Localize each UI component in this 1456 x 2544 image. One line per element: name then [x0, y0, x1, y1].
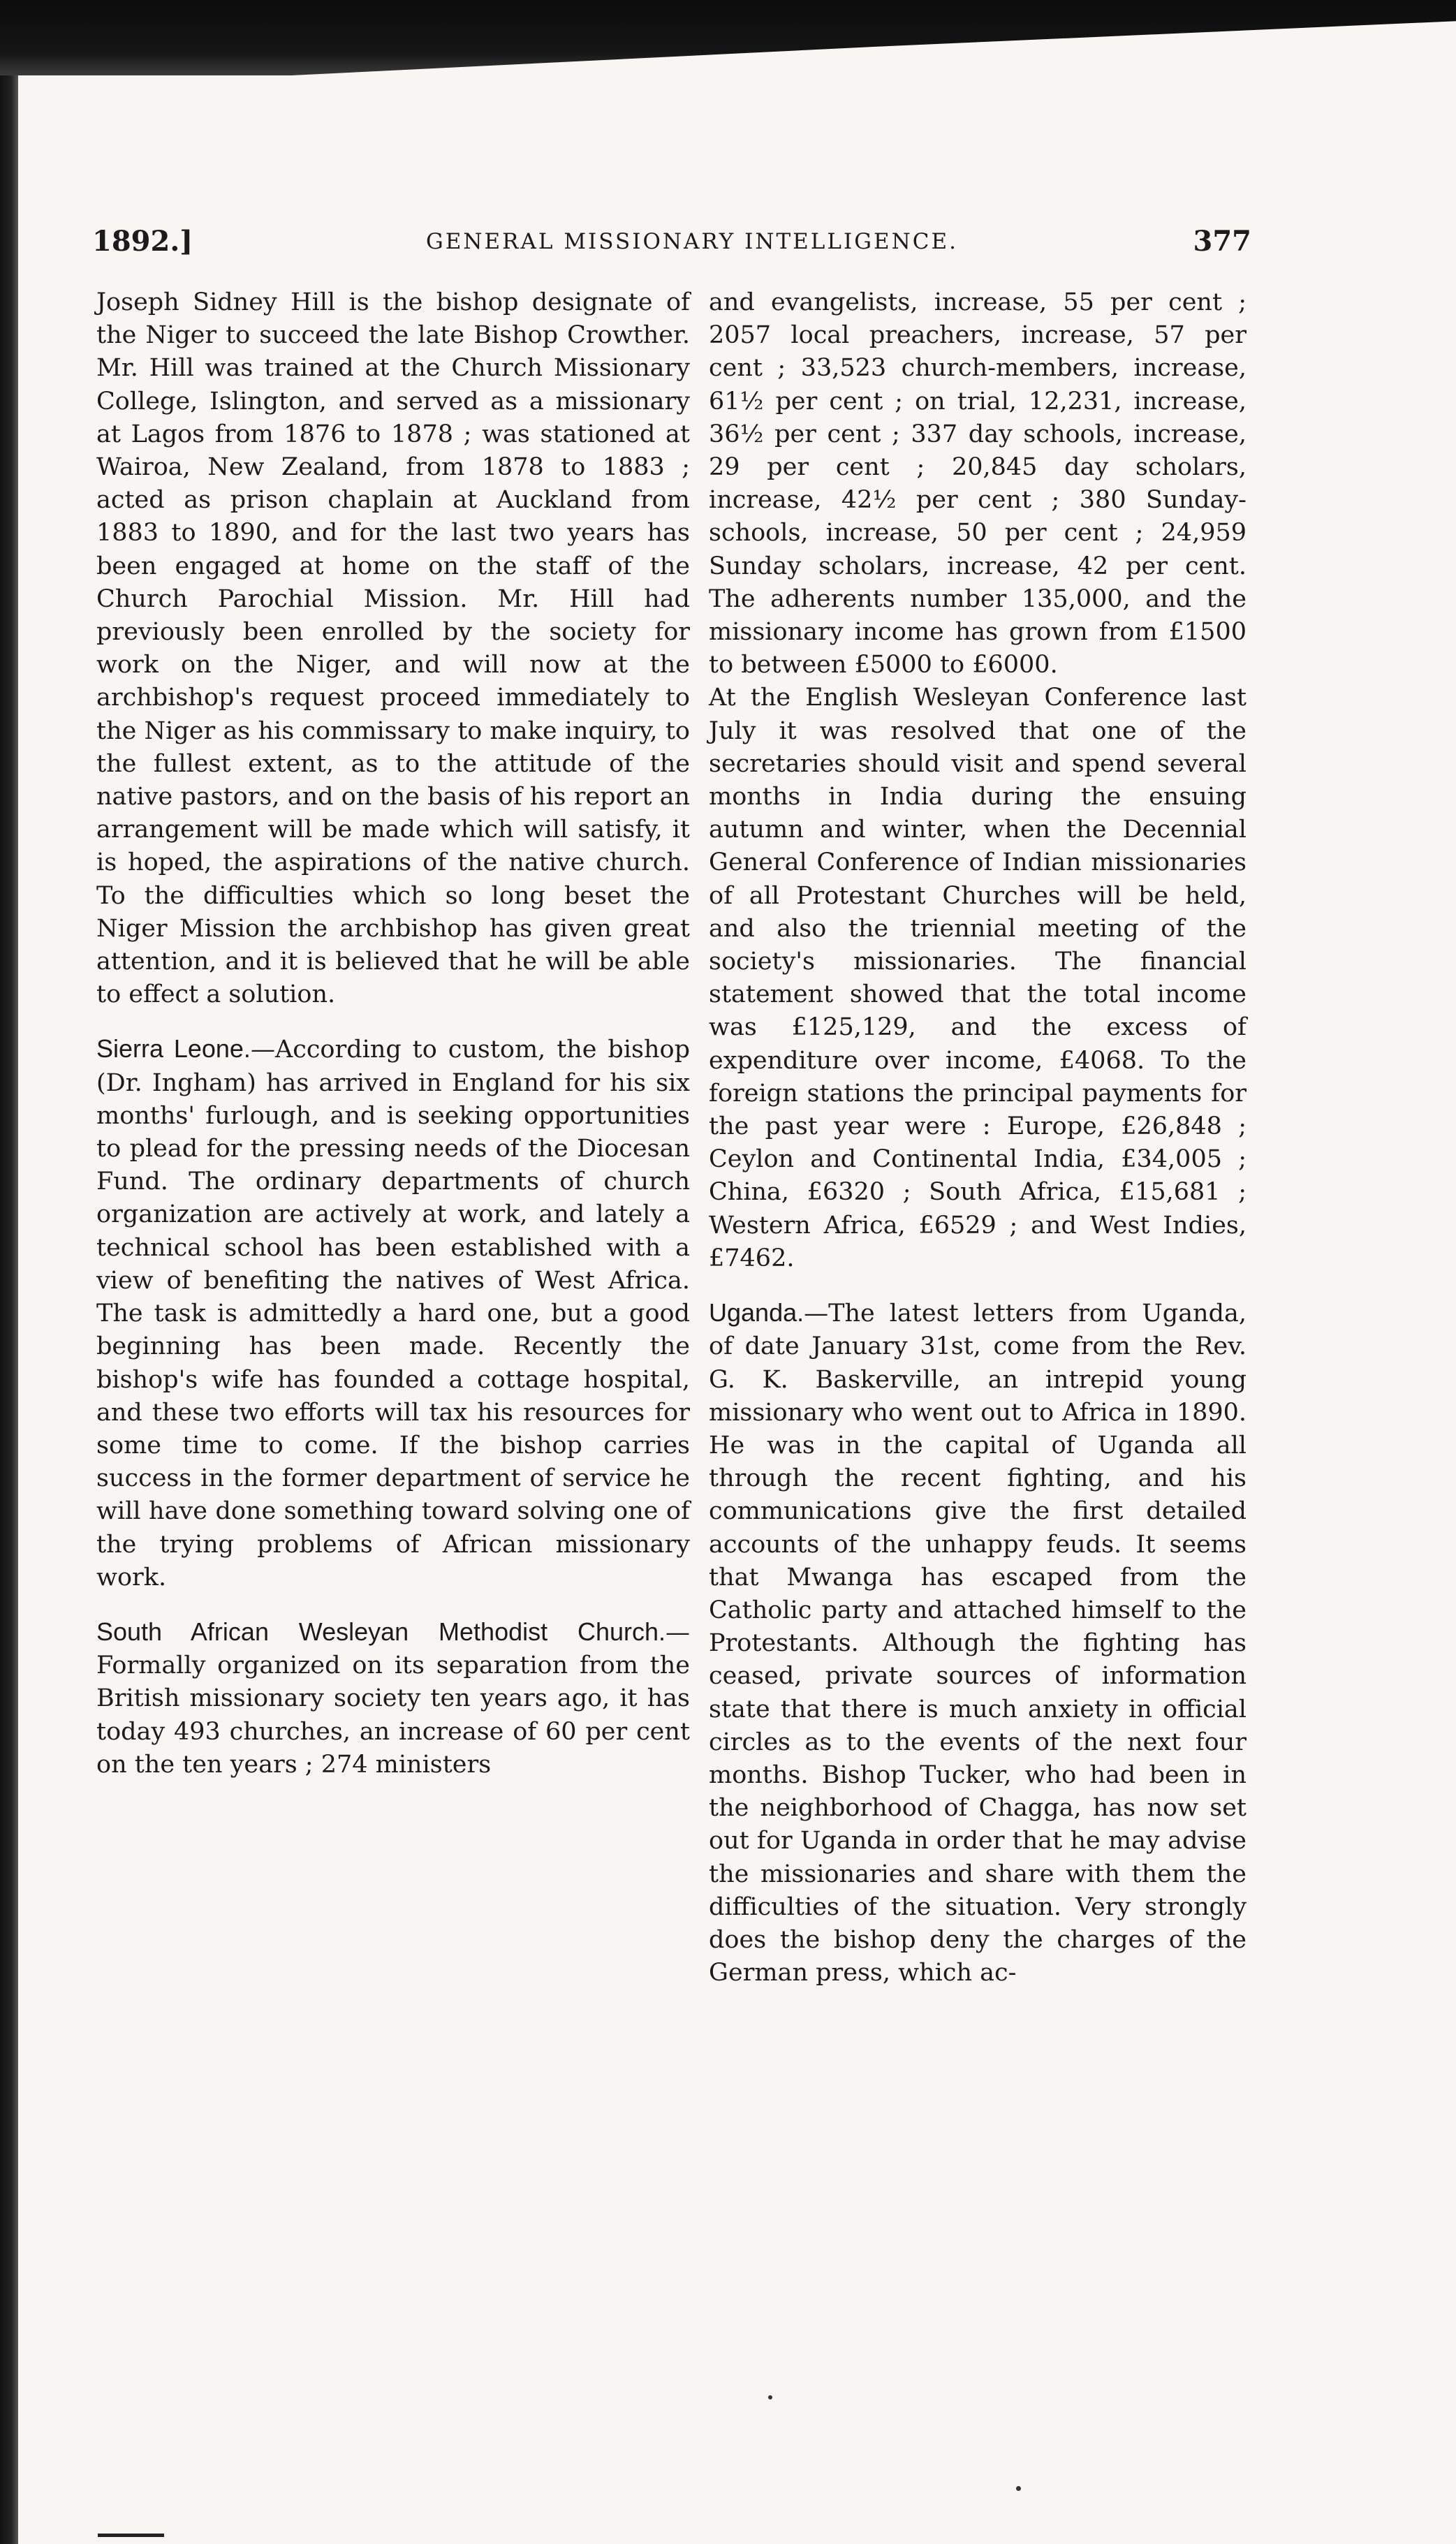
scan-mark-bottom: [98, 2534, 164, 2537]
paragraph-wesleyan-statistics: and evangelists, increase, 55 per cent ; 2057 local preachers, increase, 57 per cent ; 33,523 church-members, increase, 61½ per cent ; on trial, 12,231, increase, 36½ per cent ; 337 day schools, increase, 29 per cent ; 20,845 day scholars, increase, 42½ per cent ; 380 Sunday-schools, increase, 50 per cent ; 24,959 Sunday scholars, increase, 42 per cent. The adherents number 135,000, and the missionary income has grown from £1500 to between £5000 to £6000.: [709, 288, 1247, 679]
left-column: [96, 286, 690, 1781]
scan-shadow-top: [0, 0, 1456, 75]
paragraph-english-wesleyan-conference: At the English Wesleyan Conference last July it was resolved that one of the secretaries should visit and spend several months in India during the ensuing autumn and winter, when the Decennial General Conference of Indian missionaries of all Protestant Churches will be held, and also the triennial meeting of the society's missionaries. The financial statement showed that the total income was £125,129, and the excess of expenditure over income, £4068. To the foreign stations the principal payments for the past year were : Europe, £26,848 ; Ceylon and Continental India, £34,005 ; China, £6320 ; South Africa, £15,681 ; Western Africa, £6529 ; and West Indies, £7462.: [709, 684, 1247, 1272]
paragraph-uganda: [709, 1296, 1247, 1990]
paragraph-sierra-leone-body: —According to custom, the bishop (Dr. Ingham) has arrived in England for his six months' furlough, and is seeking opportunities to plead for the pressing needs of the Diocesan Fund. The ordinary departments of church organization are actively at work, and lately a technical school has been established with a view of benefiting the natives of West Africa. The task is admittedly a hard one, but a good beginning has been made. Recently the bishop's wife has founded a cottage hospital, and these two efforts will tax his resources for some time to come. If the bishop carries success in the former department of service he will have done something toward solving one of the trying problems of African missionary work.: [96, 1036, 691, 1591]
right-column: [709, 286, 1247, 1990]
scan-shadow-left: [0, 0, 18, 2544]
page-number: 377: [1193, 225, 1251, 258]
section-heading-south-african-wesleyan: South African Wesleyan Methodist Church.: [96, 1617, 666, 1646]
running-head: [92, 225, 1251, 264]
header-year: 1892.]: [92, 225, 193, 258]
paragraph-south-african-wesleyan: [96, 1615, 690, 1781]
paragraph-sierra-leone: [96, 1032, 690, 1594]
scan-speck: [1016, 2486, 1021, 2491]
paragraph-south-african-wesleyan-body: —Formally organized on its separation from the British missionary society ten years ago, it has today 493 churches, an increase of 60 per cent on the ten years ; 274 ministers: [96, 1618, 690, 1779]
section-heading-sierra-leone: Sierra Leone.: [96, 1034, 251, 1064]
paragraph-niger-bishop: Joseph Sidney Hill is the bishop designate of the Niger to succeed the late Bishop Crowther. Mr. Hill was trained at the Church Missionary College, Islington, and served as a missionary at Lagos from 1876 to 1878 ; was stationed at Wairoa, New Zealand, from 1878 to 1883 ; acted as prison chaplain at Auckland from 1883 to 1890, and for the last two years has been engaged at home on the staff of the Church Parochial Mission. Mr. Hill had previously been enrolled by the society for work on the Niger, and will now at the archbishop's request proceed immediately to the Niger as his commissary to make inquiry, to the fullest extent, as to the attitude of the native pastors, and on the basis of his report an arrangement will be made which will satisfy, it is hoped, the aspirations of the native church. To the difficulties which so long beset the Niger Mission the archbishop has given great attention, and it is believed that he will be able to effect a solution.: [96, 288, 690, 1009]
section-heading-uganda: Uganda.: [709, 1298, 804, 1328]
paragraph-uganda-body: —The latest letters from Uganda, of date January 31st, come from the Rev. G. K. Baskerville, an intrepid young missionary who went out to Africa in 1890. He was in the capital of Uganda all through the recent fighting, and his communications give the first detailed accounts of the unhappy feuds. It seems that Mwanga has escaped from the Catholic party and attached himself to the Protestants. Although the fighting has ceased, private sources of information state that there is much anxiety in official circles as to the events of the next four months. Bishop Tucker, who had been in the neighborhood of Chagga, has now set out for Uganda in order that he may advise the missionaries and share with them the difficulties of the situation. Very strongly does the bishop deny the charges of the German press, which ac-: [709, 1300, 1247, 1987]
scan-speck: [768, 2395, 772, 2399]
header-title: GENERAL MISSIONARY INTELLIGENCE.: [426, 229, 958, 254]
